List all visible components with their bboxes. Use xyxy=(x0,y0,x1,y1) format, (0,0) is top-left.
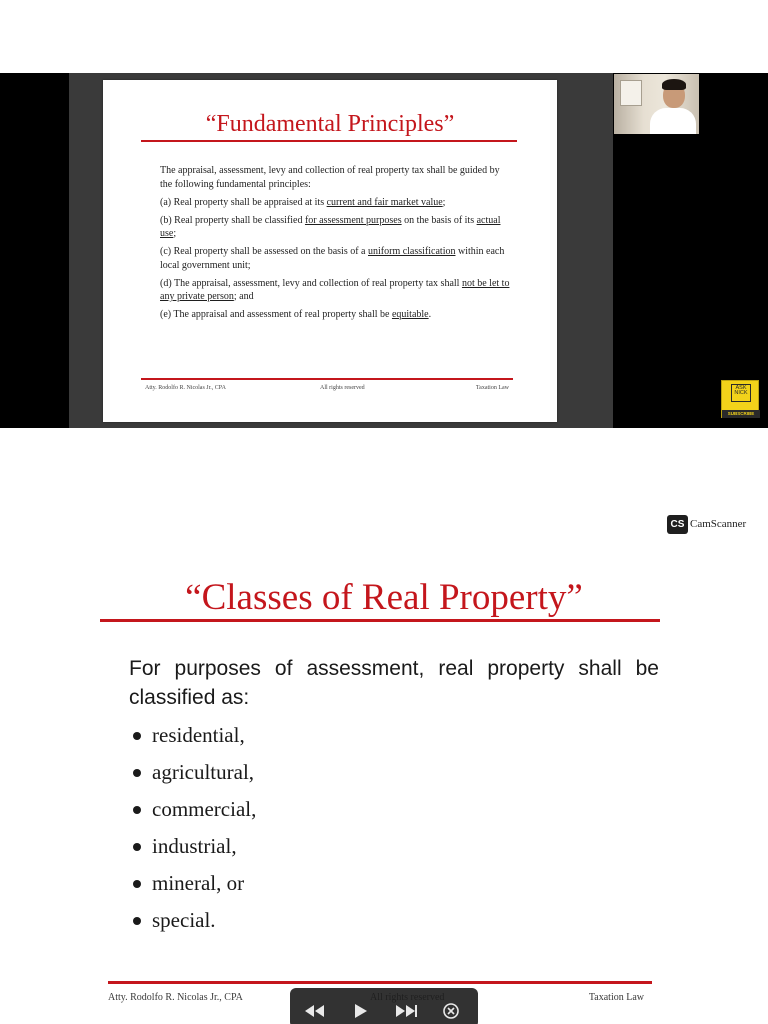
play-icon[interactable] xyxy=(350,1000,370,1022)
slide-footer xyxy=(145,385,509,397)
webcam-feed xyxy=(614,74,699,134)
list-item: industrial, xyxy=(129,831,529,868)
list-item: commercial, xyxy=(129,794,529,831)
footer-rule xyxy=(141,378,513,380)
principle-e: (e) The appraisal and assessment of real property shall be equitable. xyxy=(160,309,432,320)
subscribe-label: SUBSCRIBE xyxy=(722,410,760,418)
title-underline xyxy=(141,140,517,142)
fast-forward-icon[interactable] xyxy=(392,1000,420,1022)
bullet-icon xyxy=(133,769,141,777)
list-item: residential, xyxy=(129,720,529,757)
bullet-icon xyxy=(133,880,141,888)
title-underline xyxy=(100,619,660,622)
bullet-icon xyxy=(133,843,141,851)
bullet-icon xyxy=(133,917,141,925)
fundamental-principles-slide xyxy=(103,80,557,422)
footer-author: Atty. Rodolfo R. Nicolas Jr., CPA xyxy=(145,385,226,391)
footer-rights: All rights reserved xyxy=(320,385,365,391)
list-item: agricultural, xyxy=(129,757,529,794)
principle-d: (d) The appraisal, assessment, levy and collection of real property tax shall not be let to any private person; and xyxy=(160,277,510,302)
footer-subject: Taxation Law xyxy=(475,385,509,391)
bullet-icon xyxy=(133,806,141,814)
rewind-icon[interactable] xyxy=(302,1000,328,1022)
slide-title: “Classes of Real Property” xyxy=(185,577,583,618)
slide-body xyxy=(160,164,514,326)
footer-author: Atty. Rodolfo R. Nicolas Jr., CPA xyxy=(108,992,243,1003)
principle-a: (a) Real property shall be appraised at its current and fair market value; xyxy=(160,196,446,208)
camscanner-icon: CS xyxy=(667,515,688,534)
bullet-icon xyxy=(133,732,141,740)
ask-nick-logo: ASK NICK xyxy=(731,384,751,402)
property-classes-list xyxy=(129,720,529,942)
footer-rule xyxy=(108,981,652,984)
footer-subject: Taxation Law xyxy=(588,992,644,1003)
list-item: special. xyxy=(129,905,529,942)
principle-c: (c) Real property shall be assessed on the basis of a uniform classification within each local government unit; xyxy=(160,246,505,271)
subscribe-badge[interactable] xyxy=(721,380,759,418)
close-icon[interactable] xyxy=(440,1000,462,1022)
slide-title: “Fundamental Principles” xyxy=(205,111,455,137)
list-item: mineral, or xyxy=(129,868,529,905)
intro-paragraph: For purposes of assessment, real property shall be classified as: xyxy=(129,657,659,709)
screen-share xyxy=(69,73,613,428)
principle-b: (b) Real property shall be classified for assessment purposes on the basis of its actual use; xyxy=(160,214,501,239)
intro-paragraph: The appraisal, assessment, levy and collection of real property tax shall be guided by the following fundamental principles: xyxy=(160,165,500,190)
video-frame xyxy=(0,73,768,428)
camscanner-label: CamScanner xyxy=(690,518,747,530)
playback-controls xyxy=(290,988,478,1024)
